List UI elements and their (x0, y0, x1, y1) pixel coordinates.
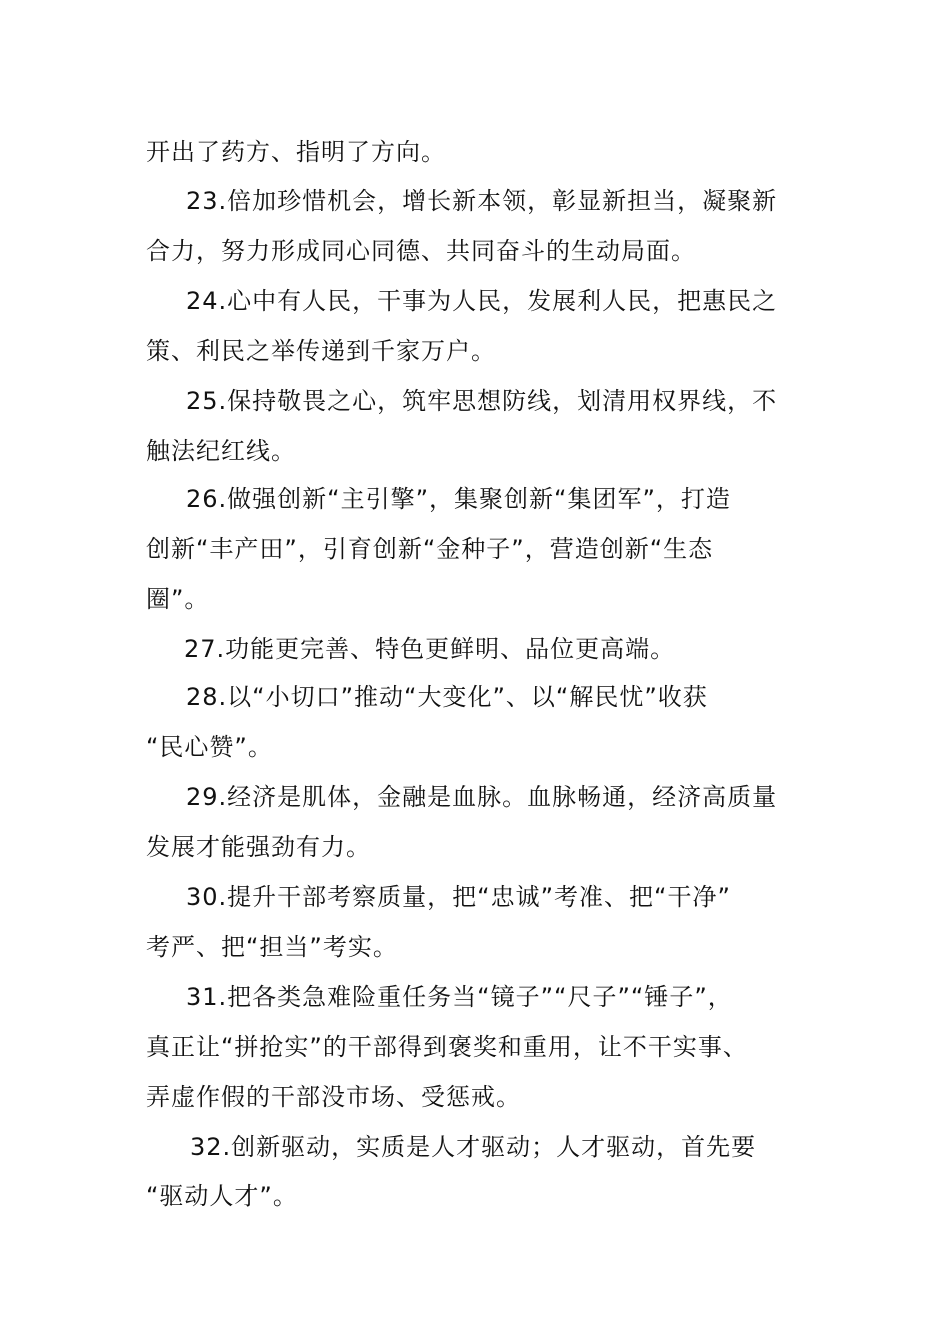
text-line: 圈”。 (146, 585, 210, 613)
text-line-item-28: 28.以“小切口”推动“大变化”、以“解民忧”收获 (186, 683, 708, 711)
text-line: 策、利民之举传递到千家万户。 (146, 337, 496, 365)
text-line-item-25: 25.保持敬畏之心，筑牢思想防线，划清用权界线，不 (186, 387, 778, 415)
text-line-item-31: 31.把各类急难险重任务当“镜子”“尺子”“锤子”， (186, 983, 733, 1011)
text-line: “民心赞”。 (146, 733, 273, 761)
text-line-item-30: 30.提升干部考察质量，把“忠诚”考准、把“干净” (186, 883, 731, 911)
text-line-item-23: 23.倍加珍惜机会，增长新本领，彰显新担当，凝聚新 (186, 187, 778, 215)
text-line: 考严、把“担当”考实。 (146, 933, 398, 961)
text-line: 触法纪红线。 (146, 437, 296, 465)
text-line: 真正让“拼抢实”的干部得到褒奖和重用，让不干实事、 (146, 1033, 748, 1061)
text-line: 弄虚作假的干部没市场、受惩戒。 (146, 1083, 521, 1111)
text-line: 发展才能强劲有力。 (146, 833, 371, 861)
text-line: 合力，努力形成同心同德、共同奋斗的生动局面。 (146, 237, 696, 265)
text-line-item-26: 26.做强创新“主引擎”，集聚创新“集团军”，打造 (186, 485, 731, 513)
text-line-item-32: 32.创新驱动，实质是人才驱动；人才驱动，首先要 (190, 1133, 757, 1161)
text-line-item-27: 27.功能更完善、特色更鲜明、品位更高端。 (184, 635, 676, 663)
text-line: 创新“丰产田”，引育创新“金种子”，营造创新“生态 (146, 535, 714, 563)
text-line-item-24: 24.心中有人民，干事为人民，发展利人民，把惠民之 (186, 287, 778, 315)
text-line: “驱动人才”。 (146, 1182, 298, 1210)
text-line-item-29: 29.经济是肌体，金融是血脉。血脉畅通，经济高质量 (186, 783, 778, 811)
text-line: 开出了药方、指明了方向。 (146, 138, 446, 166)
